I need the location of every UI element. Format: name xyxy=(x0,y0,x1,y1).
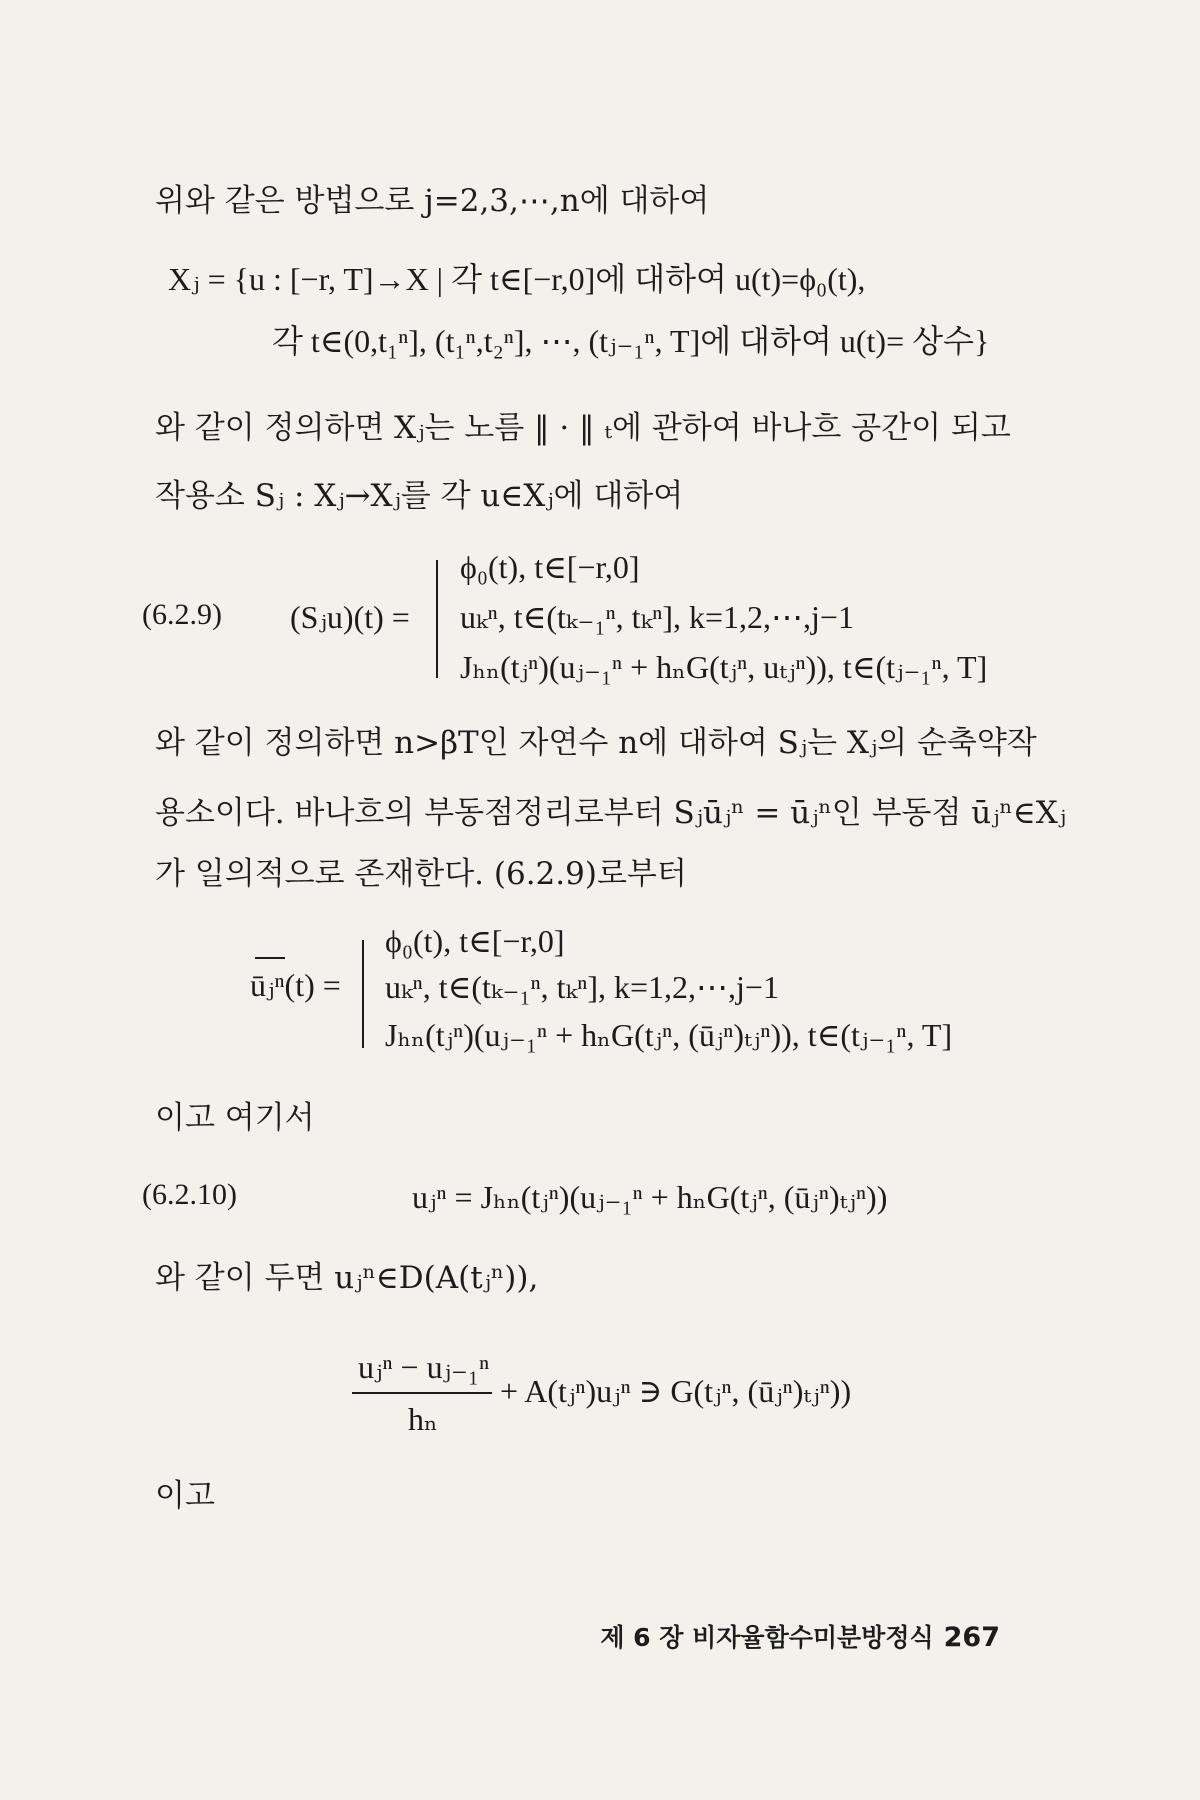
equation-6-2-9-case-2: uₖⁿ, t∈(tₖ₋₁ⁿ, tₖⁿ], k=1,2,⋯,j−1 xyxy=(460,599,854,635)
text-line-2: 와 같이 정의하면 Xⱼ는 노름 ‖ · ‖ ₜ에 관하여 바나흐 공간이 되고 xyxy=(155,410,1011,446)
ubar-overline xyxy=(255,957,285,959)
fixed-point-case-2: uₖⁿ, t∈(tₖ₋₁ⁿ, tₖⁿ], k=1,2,⋯,j−1 xyxy=(385,969,779,1005)
text-line-3: 작용소 Sⱼ : Xⱼ→Xⱼ를 각 u∈Xⱼ에 대하여 xyxy=(155,478,684,514)
page-number: 267 xyxy=(943,1622,1000,1653)
fixed-point-brace xyxy=(362,940,364,1048)
equation-number-6-2-9: (6.2.9) xyxy=(142,598,222,631)
fixed-point-case-1: ϕ₀(t), t∈[−r,0] xyxy=(385,923,565,959)
equation-6-2-9-case-1: ϕ₀(t), t∈[−r,0] xyxy=(460,549,640,585)
fraction-denominator: hₙ xyxy=(408,1401,438,1437)
fixed-point-lhs: ūⱼⁿ(t) = xyxy=(250,967,341,1003)
fraction-bar xyxy=(352,1392,492,1394)
page-footer xyxy=(600,1618,1000,1654)
text-line-7: 이고 여기서 xyxy=(155,1100,315,1136)
fraction-equation-rest: + A(tⱼⁿ)uⱼⁿ ∋ G(tⱼⁿ, (ūⱼⁿ)ₜⱼⁿ)) xyxy=(500,1373,852,1409)
definition-Xj-line-1: Xⱼ = {u : [−r, T]→X | 각 t∈[−r,0]에 대하여 u(t)=ϕ₀(t), xyxy=(168,261,866,297)
text-line-5: 용소이다. 바나흐의 부동점정리로부터 Sⱼūⱼⁿ = ūⱼⁿ인 부동점 ūⱼⁿ∈Xⱼ xyxy=(155,795,1067,831)
text-line-9: 이고 xyxy=(155,1478,215,1514)
text-line-1: 위와 같은 방법으로 j=2,3,⋯,n에 대하여 xyxy=(155,183,710,219)
text-line-8: 와 같이 두면 uⱼⁿ∈D(A(tⱼⁿ)), xyxy=(155,1260,539,1296)
text-line-6: 가 일의적으로 존재한다. (6.2.9)로부터 xyxy=(155,856,687,892)
text-line-4: 와 같이 정의하면 n>βT인 자연수 n에 대하여 Sⱼ는 Xⱼ의 순축약작 xyxy=(155,725,1037,761)
chapter-title: 제 6 장 비자율함수미분방정식 xyxy=(600,1623,934,1652)
equation-6-2-9-case-3: Jₕₙ(tⱼⁿ)(uⱼ₋₁ⁿ + hₙG(tⱼⁿ, uₜⱼⁿ)), t∈(tⱼ₋₁ⁿ, T] xyxy=(460,649,988,685)
fixed-point-case-3: Jₕₙ(tⱼⁿ)(uⱼ₋₁ⁿ + hₙG(tⱼⁿ, (ūⱼⁿ)ₜⱼⁿ)), t∈(tⱼ₋₁ⁿ, T] xyxy=(385,1017,953,1053)
equation-number-6-2-10: (6.2.10) xyxy=(142,1178,237,1211)
fraction-numerator: uⱼⁿ − uⱼ₋₁ⁿ xyxy=(358,1349,490,1385)
equation-6-2-9-lhs: (Sⱼu)(t) = xyxy=(290,599,410,635)
equation-6-2-10-body: uⱼⁿ = Jₕₙ(tⱼⁿ)(uⱼ₋₁ⁿ + hₙG(tⱼⁿ, (ūⱼⁿ)ₜⱼⁿ)) xyxy=(412,1179,888,1215)
equation-6-2-9-brace xyxy=(436,560,438,678)
definition-Xj-line-2: 각 t∈(0,t₁ⁿ], (t₁ⁿ,t₂ⁿ], ⋯, (tⱼ₋₁ⁿ, T]에 대하여 u(t)= 상수} xyxy=(272,323,990,359)
